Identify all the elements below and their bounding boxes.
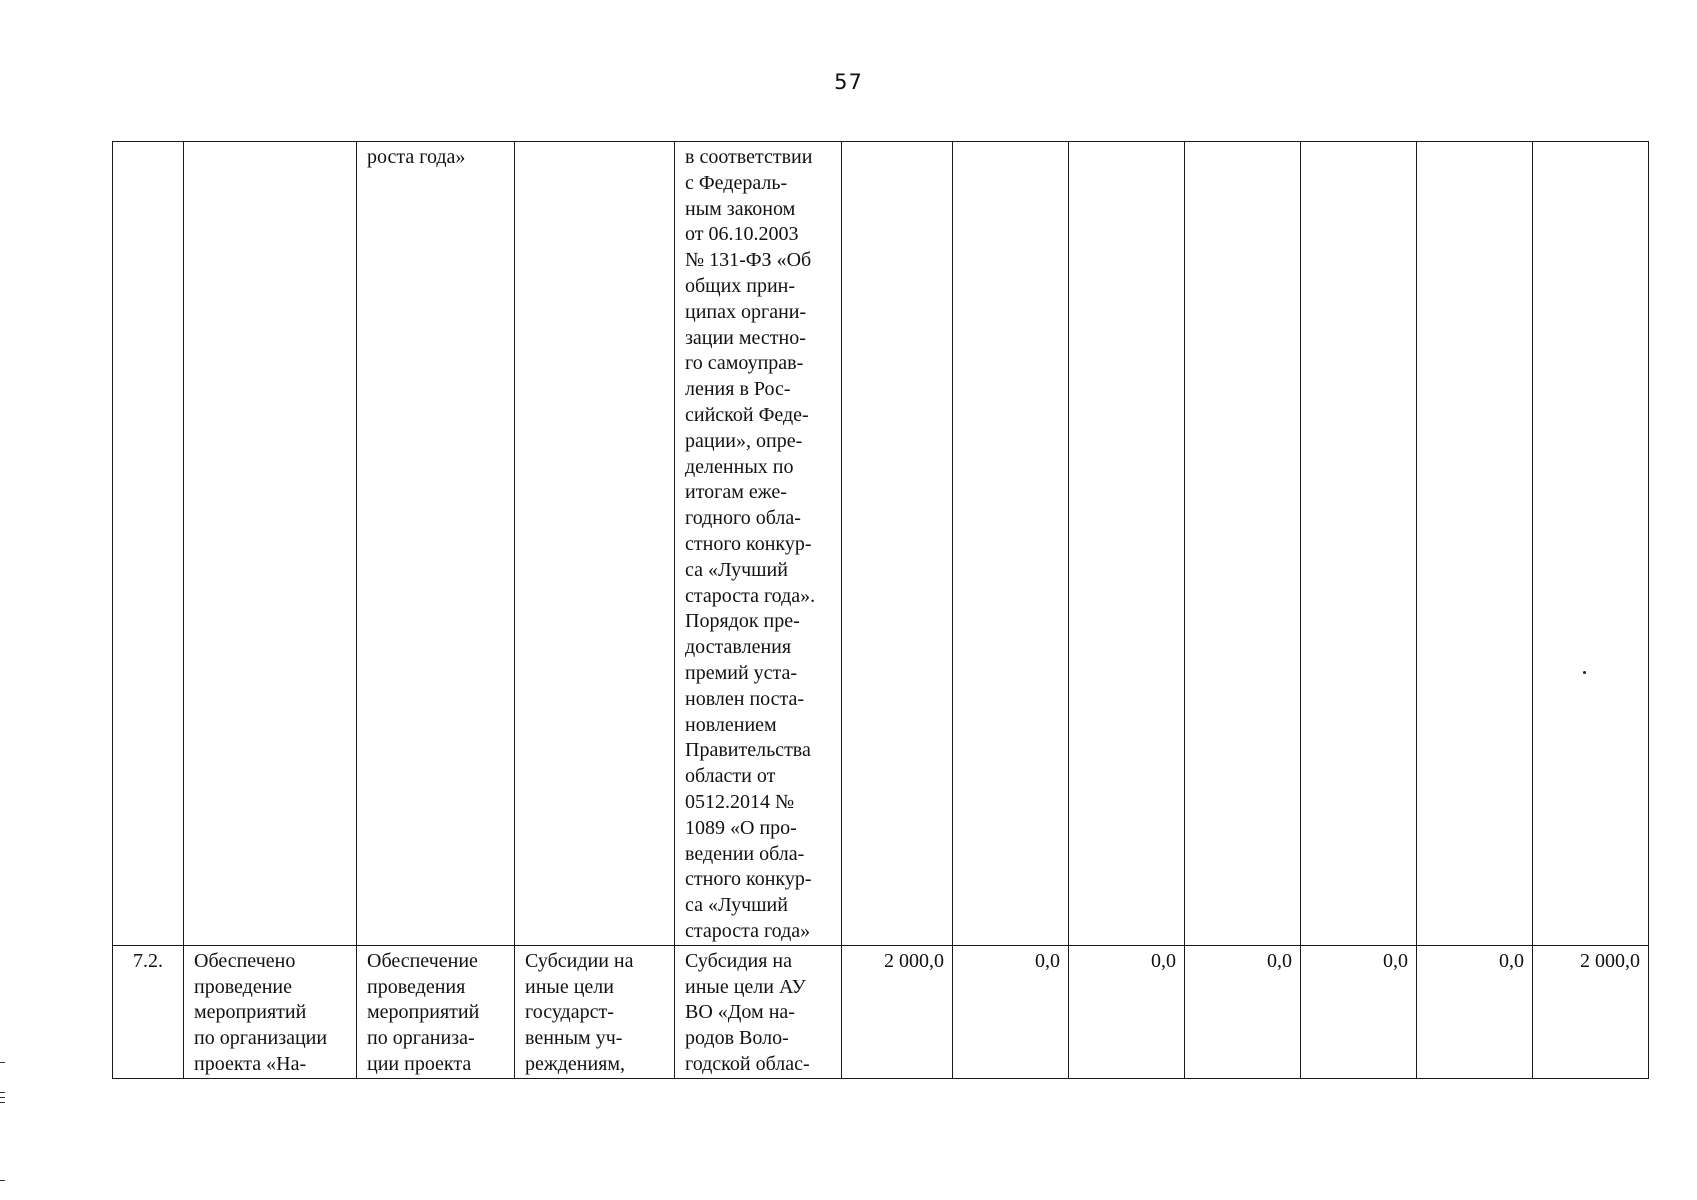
cell-text-line: с Федераль-: [685, 171, 788, 194]
cell-text-line: проведение: [194, 975, 292, 998]
cell-measure: [357, 945, 515, 1078]
cell-text-line: Правительства: [685, 739, 811, 762]
scan-mark: [0, 1097, 5, 1098]
cell-value: [1417, 142, 1533, 946]
cell-text-line: премий уста-: [685, 661, 798, 684]
cell-value: 0,0: [1417, 945, 1533, 1078]
cell-number: [113, 142, 184, 946]
table-row-continued: [113, 142, 1649, 946]
cell-text-line: проекта «На-: [194, 1052, 307, 1075]
cell-text-line: ным законом: [685, 197, 796, 220]
cell-text-line: са «Лучший: [685, 558, 788, 581]
cell-expense-type: [515, 945, 675, 1078]
cell-text-line: Субсидии на: [525, 949, 634, 972]
cell-text-line: Порядок пре-: [685, 610, 800, 633]
cell-text-line: итогам еже-: [685, 481, 787, 504]
cell-text-line: Обеспечено: [194, 949, 296, 972]
cell-lines: [685, 949, 833, 1078]
cell-text-line: № 131-ФЗ «Об: [685, 249, 812, 272]
cell-text-line: доставления: [685, 636, 792, 659]
cell-text-line: 0512.2014 №: [685, 790, 795, 813]
cell-text-line: са «Лучший: [685, 894, 788, 917]
cell-description: [675, 142, 842, 946]
cell-text-line: роста года»: [367, 146, 466, 168]
cell-value: [1185, 142, 1301, 946]
cell-value: 0,0: [1069, 945, 1185, 1078]
cell-value: [1533, 142, 1649, 946]
cell-description: [675, 945, 842, 1078]
cell-measure: [357, 142, 515, 946]
cell-text-line: годного обла-: [685, 507, 801, 530]
cell-text-line: рации», опре-: [685, 429, 803, 452]
cell-text-line: староста года»: [685, 919, 811, 942]
cell-lines: [367, 145, 506, 171]
cell-text-line: годской облас-: [685, 1052, 810, 1075]
scan-mark: [0, 1092, 5, 1093]
cell-text-line: новлением: [685, 713, 777, 736]
cell-result: [184, 142, 357, 946]
cell-text-line: мероприятий: [194, 1001, 307, 1024]
cell-text-line: ВО «Дом на-: [685, 1001, 795, 1024]
cell-text-line: го самоуправ-: [685, 352, 804, 375]
cell-text-line: реждениям,: [525, 1052, 626, 1075]
cell-text-line: иные цели АУ: [685, 975, 806, 998]
page-number: 57: [834, 70, 863, 94]
cell-text-line: Субсидия на: [685, 949, 792, 972]
cell-text-line: в соответствии: [685, 146, 813, 168]
cell-text-line: области от: [685, 765, 776, 788]
cell-text-line: ципах органи-: [685, 300, 807, 323]
cell-text-line: стного конкур-: [685, 532, 812, 555]
cell-value: 2 000,0: [1533, 945, 1649, 1078]
cell-value: [1301, 142, 1417, 946]
cell-text-line: проведения: [367, 975, 466, 998]
cell-text-line: венным уч-: [525, 1027, 623, 1050]
cell-text-line: 1089 «О про-: [685, 816, 797, 839]
cell-text-line: ведении обла-: [685, 842, 805, 865]
cell-text-line: староста года».: [685, 584, 816, 607]
cell-text-line: Обеспечение: [367, 949, 478, 972]
cell-lines: [685, 145, 833, 945]
cell-text-line: новлен поста-: [685, 687, 805, 710]
cell-text-line: мероприятий: [367, 1001, 480, 1024]
cell-text-line: от 06.10.2003: [685, 223, 799, 246]
scan-speck: [1583, 671, 1586, 674]
cell-text-line: государст-: [525, 1001, 614, 1024]
cell-expense-type: [515, 142, 675, 946]
cell-text-line: общих прин-: [685, 274, 796, 297]
scan-mark: [0, 1180, 5, 1181]
cell-value: 0,0: [1185, 945, 1301, 1078]
cell-text-line: родов Воло-: [685, 1027, 789, 1050]
table-row-7-2: [113, 945, 1649, 1078]
budget-table: [112, 141, 1649, 1079]
scan-mark: [0, 1062, 5, 1063]
cell-text-line: по организации: [194, 1027, 328, 1050]
cell-lines: [194, 949, 348, 1078]
cell-lines: [367, 949, 506, 1078]
cell-text-line: по организа-: [367, 1027, 475, 1050]
cell-text-line: стного конкур-: [685, 868, 812, 891]
cell-text-line: ции проекта: [367, 1052, 472, 1075]
cell-result: [184, 945, 357, 1078]
cell-value: 0,0: [1301, 945, 1417, 1078]
cell-text-line: иные цели: [525, 975, 614, 998]
cell-text-line: сийской Феде-: [685, 403, 809, 426]
scan-mark: [0, 1102, 5, 1103]
cell-value: 0,0: [953, 945, 1069, 1078]
cell-number: 7.2.: [113, 945, 184, 1078]
cell-value: 2 000,0: [842, 945, 953, 1078]
cell-text-line: ления в Рос-: [685, 378, 791, 401]
cell-value: [1069, 142, 1185, 946]
cell-text-line: деленных по: [685, 455, 794, 478]
cell-value: [953, 142, 1069, 946]
cell-lines: [525, 949, 666, 1078]
cell-value: [842, 142, 953, 946]
cell-text-line: зации местно-: [685, 326, 806, 349]
